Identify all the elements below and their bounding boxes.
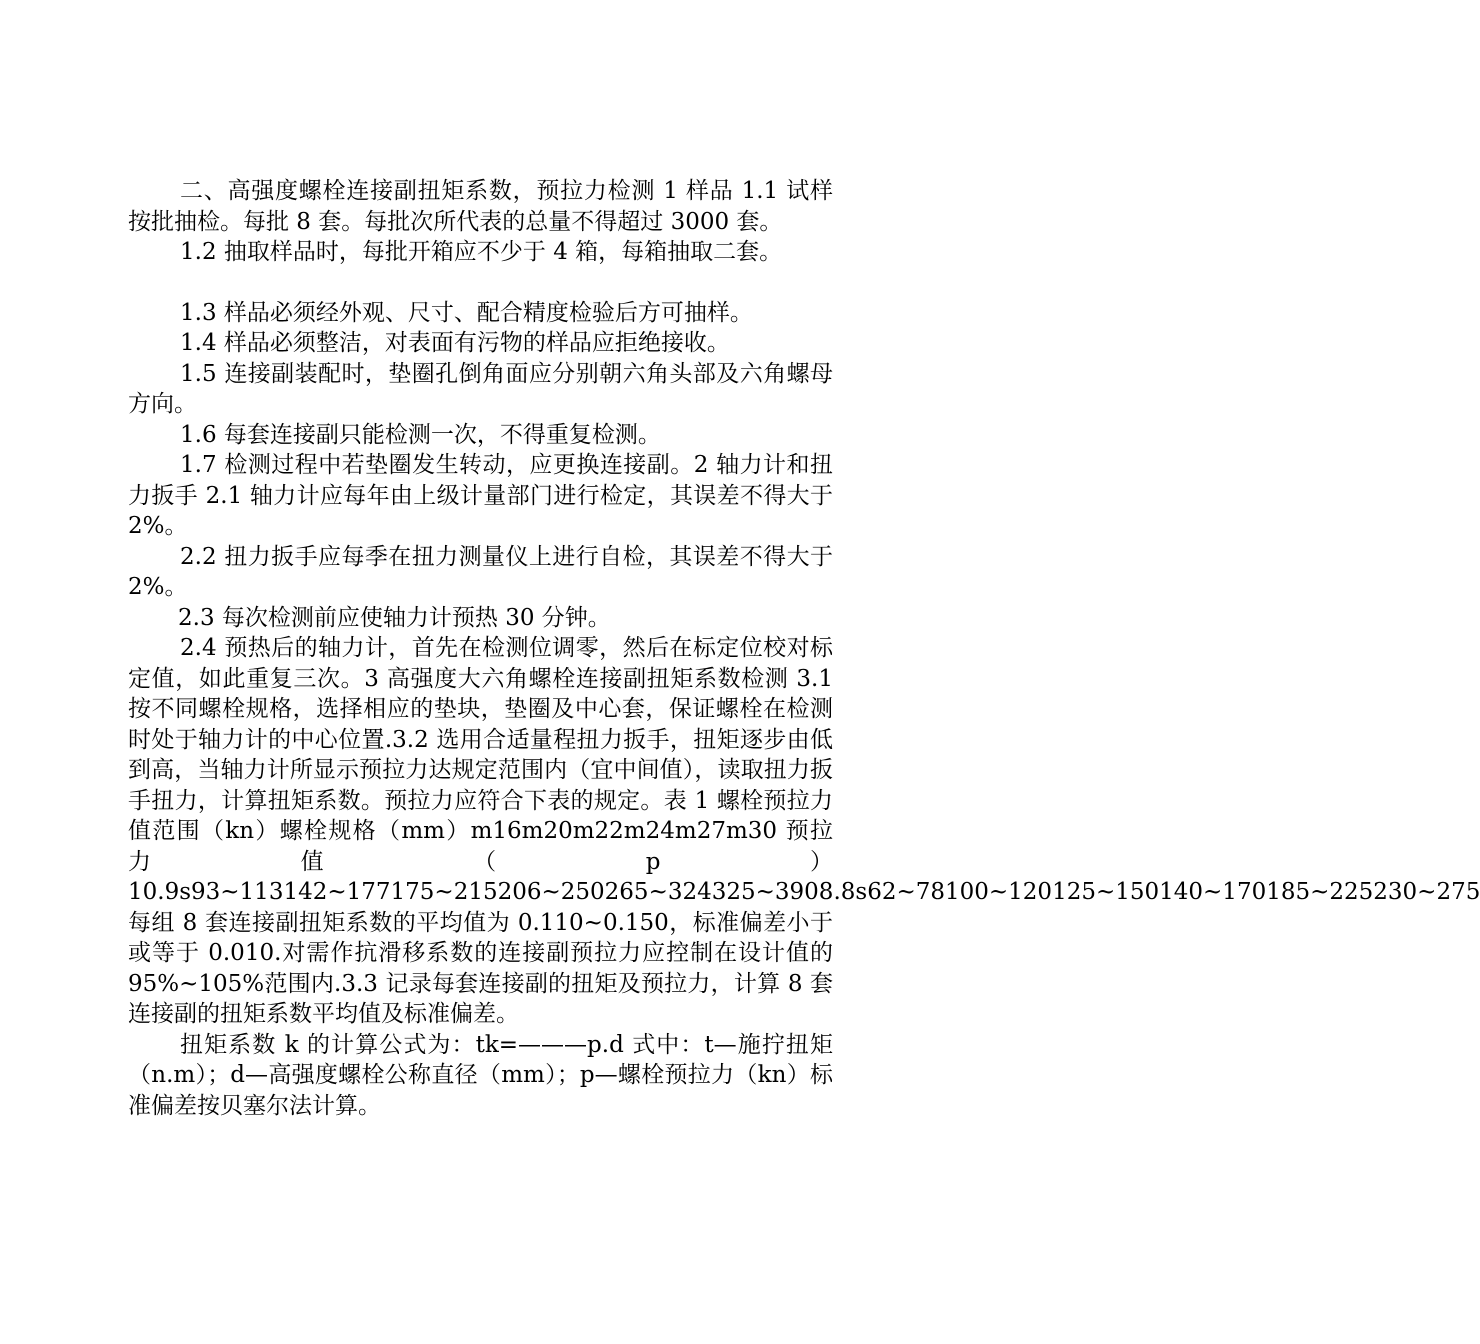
paragraph-1-3: 1.3 样品必须经外观、尺寸、配合精度检验后方可抽样。 [180,299,753,326]
paragraph-2-2: 2.2 扭力扳手应每季在扭力测量仪上进行自检，其误差不得大于 2%。 [128,543,833,600]
document-body [128,176,1480,1121]
paragraph-1-6: 1.6 每套连接副只能检测一次，不得重复检测。 [180,421,661,448]
paragraph-formula: 扭矩系数 k 的计算公式为：tk=———p.d 式中：t—施拧扭矩（n.m）；d—高强度螺栓公称直径（mm）；p—螺栓预拉力（kn）标准偏差按贝塞尔法计算。 [128,1031,833,1119]
paragraph-1-4: 1.4 样品必须整洁，对表面有污物的样品应拒绝接收。 [180,330,730,356]
paragraph-section-2-intro: 二、高强度螺栓连接副扭矩系数，预拉力检测 1 样品 1.1 试样按批抽检。每批 8 套。每批次所代表的总量不得超过 3000 套。 [128,178,833,235]
paragraph-1-2: 1.2 抽取样品时，每批开箱应不少于 4 箱，每箱抽取二套。 [180,239,783,265]
blank-line [128,268,833,298]
paragraph-1-7: 1.7 检测过程中若垫圈发生转动，应更换连接副。2 轴力计和扭力扳手 2.1 轴力计应每年由上级计量部门进行检定，其误差不得大于 2%。 [128,452,833,539]
paragraph-1-5: 1.5 连接副装配时，垫圈孔倒角面应分别朝六角头部及六角螺母方向。 [128,360,833,417]
paragraph-2-4: 2.4 预热后的轴力计，首先在检测位调零，然后在标定位校对标定值，如此重复三次。3 高强度大六角螺栓连接副扭矩系数检测 3.1 按不同螺栓规格，选择相应的垫块，垫圈及中心套，保证螺栓在检测时处于轴力计的中心位置.3.2 选用合适量程扭力扳手，扭矩逐步由低到高，当轴力计所显示预拉力达规定范围内（宜中间值），读取扭力扳手扭力，计算扭矩系数。预拉力应符合下表的规定。表 1 螺栓预拉力值范围（kn）螺栓规格（mm）m16m20m22m24m27m30 预拉力值（p）10.9s93~113142~177175~215206~250265~324325~3908.8s62~78100~120125~150140~170185~225230~275 每组 8 套连接副扭矩系数的平均值为 0.110~0.150，标准偏差小于或等于 0.010.对需作抗滑移系数的连接副预拉力应控制在设计值的 95%~105%范围内.3.3 记录每套连接副的扭矩及预拉力，计算 8 套连接副的扭矩系数平均值及标准偏差。 [128,635,1480,1027]
paragraph-2-3: 2.3 每次检测前应使轴力计预热 30 分钟。 [178,604,611,631]
